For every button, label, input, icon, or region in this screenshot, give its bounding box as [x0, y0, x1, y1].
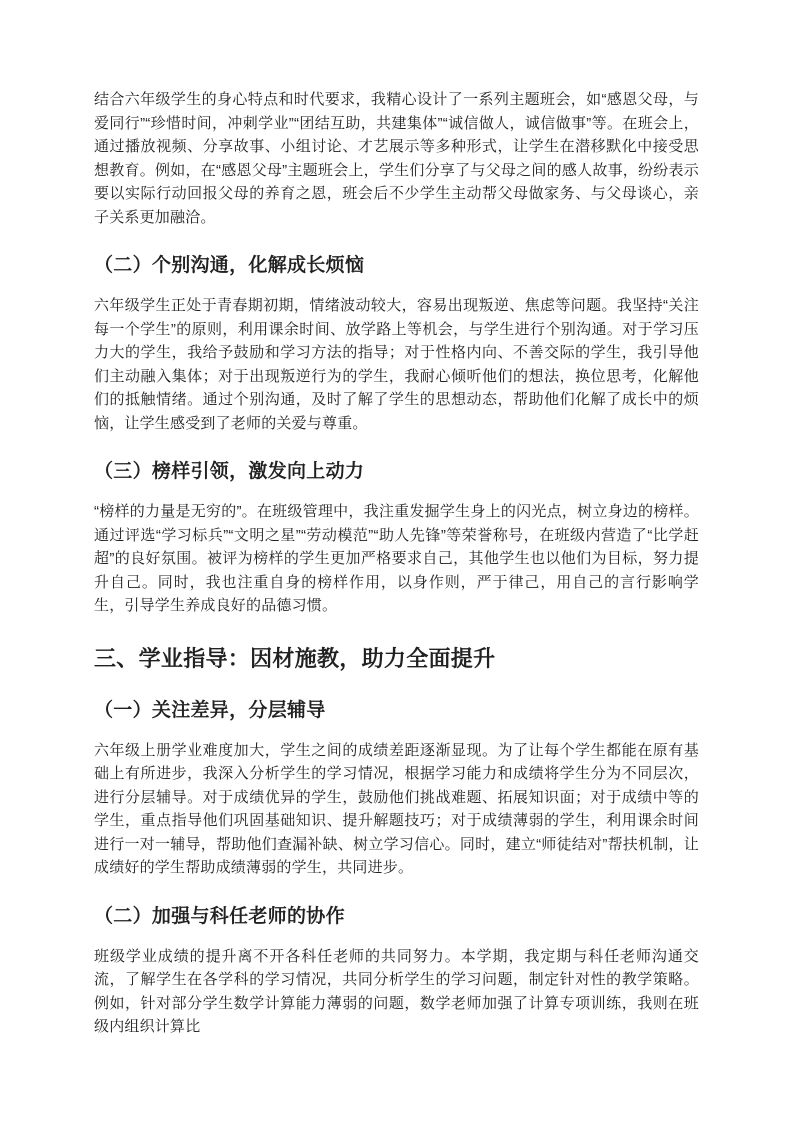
subsection-heading-individual-communication: （二）个别沟通，化解成长烦恼	[94, 255, 365, 276]
subsection-heading-role-model-leading: （三）榜样引领，激发向上动力	[94, 461, 365, 482]
paragraph-layered-tutoring: 六年级上册学业难度加大，学生之间的成绩差距逐渐显现。为了让每个学生都能在原有基础上有所进步，我深入分析学生的学习情况，根据学习能力和成绩将学生分为不同层次，进行分层辅导。对于成绩优异的学生，鼓励他们挑战难题、拓展知识面；对于成绩中等的学生，重点指导他们巩固基础知识、提升解题技巧；对于成绩薄弱的学生，利用课余时间进行一对一辅导，帮助他们查漏补缺、树立学习信心。同时，建立“师徒结对”帮扶机制，让成绩好的学生帮助成绩薄弱的学生，共同进步。	[94, 741, 699, 876]
paragraph-role-model-leading: “榜样的力量是无穷的”。在班级管理中，我注重发掘学生身上的闪光点，树立身边的榜样。通过评选“学习标兵”“文明之星”“劳动模范”“助人先锋”等荣誉称号，在班级内营造了“比学赶超”的良好氛围。被评为榜样的学生更加严格要求自己，其他学生也以他们为目标，努力提升自己。同时，我也注重自身的榜样作用，以身作则，严于律己，用自己的言行影响学生，引导学生养成良好的品德习惯。	[94, 503, 699, 614]
paragraph-theme-class-meetings: 结合六年级学生的身心特点和时代要求，我精心设计了一系列主题班会，如“感恩父母，与爱同行”“珍惜时间，冲刺学业”“团结互助，共建集体”“诚信做人，诚信做事”等。在班会上，通过播放视频、分享故事、小组讨论、才艺展示等多种形式，让学生在潜移默化中接受思想教育。例如，在“感恩父母”主题班会上，学生们分享了与父母之间的感人故事，纷纷表示要以实际行动回报父母的养育之恩，班会后不少学生主动帮父母做家务、与父母谈心，亲子关系更加融洽。	[94, 91, 699, 226]
subsection-heading-teacher-collaboration: （二）加强与科任老师的协作	[94, 905, 345, 927]
paragraph-teacher-collaboration: 班级学业成绩的提升离不开各科任老师的共同努力。本学期，我定期与科任老师沟通交流，了解学生在各学科的学习情况，共同分析学生的学习问题，制定针对性的教学策略。例如，针对部分学生数学计算能力薄弱的问题，数学老师加强了计算专项训练，我则在班级内组织计算比	[94, 947, 699, 1035]
subsection-heading-layered-tutoring: （一）关注差异，分层辅导	[94, 699, 326, 721]
section-heading-academic-guidance: 三、学业指导：因材施教，助力全面提升	[94, 645, 496, 671]
paragraph-individual-communication: 六年级学生正处于青春期初期，情绪波动较大，容易出现叛逆、焦虑等问题。我坚持“关注每一个学生”的原则，利用课余时间、放学路上等机会，与学生进行个别沟通。对于学习压力大的学生，我给予鼓励和学习方法的指导；对于性格内向、不善交际的学生，我引导他们主动融入集体；对于出现叛逆行为的学生，我耐心倾听他们的想法，换位思考，化解他们的抵触情绪。通过个别沟通，及时了解了学生的思想动态，帮助他们化解了成长中的烦恼，让学生感受到了老师的关爱与尊重。	[94, 297, 699, 432]
